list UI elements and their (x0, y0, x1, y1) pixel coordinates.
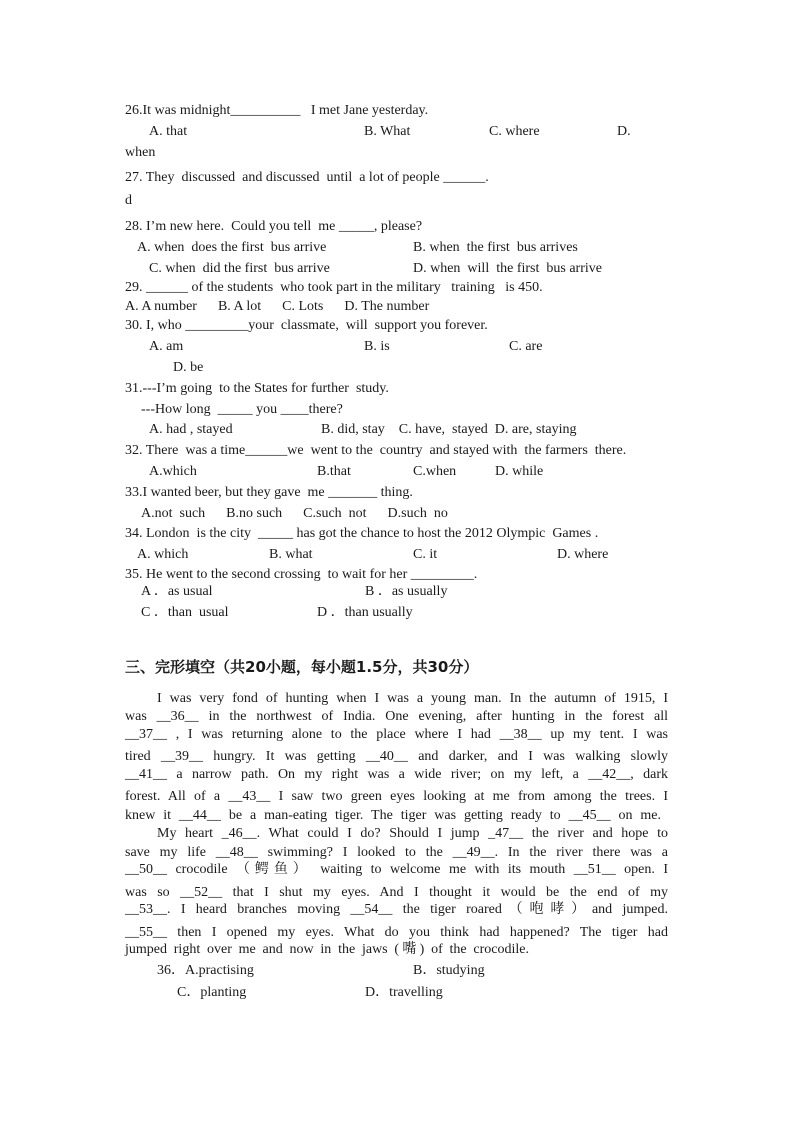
question-line: D. be (173, 360, 204, 375)
question-line: B. What (364, 124, 411, 139)
option-line: D．travelling (365, 985, 443, 1000)
question-line: B. when the first bus arrives (413, 240, 578, 255)
question-line: A. am (149, 339, 184, 354)
question-line: D. when will the first bus arrive (413, 261, 602, 276)
passage-line: was so __52__ that I shut my eyes. And I thought it would be the end of my (125, 885, 668, 900)
question-line: ---How long _____ you ____there? (141, 402, 343, 417)
option-line: B．studying (413, 963, 485, 978)
question-line: 32. There was a time______we went to the country and stayed with the farmers there. (125, 443, 627, 458)
passage-line: knew it __44__ be a man-eating tiger. The tiger was getting ready to __45__ on me. (125, 808, 661, 823)
question-line: B.that (317, 464, 351, 479)
passage-line: __50__ crocodile （鳄鱼） waiting to welcome me with its mouth __51__ open. I (125, 862, 668, 877)
passage-line: tired __39__ hungry. It was getting __40__ and darker, and I was walking slowly (125, 749, 668, 764)
question-line: A. that (149, 124, 188, 139)
question-line: A. had , stayed (149, 422, 233, 437)
question-line: B. what (269, 547, 313, 562)
option-line: 36．A.practising (157, 963, 254, 978)
question-line: 27. They discussed and discussed until a lot of people ______. (125, 170, 489, 185)
question-line: C. when did the first bus arrive (149, 261, 330, 276)
question-line: B. is (364, 339, 390, 354)
question-line: A. which (137, 547, 189, 562)
question-line: 33.I wanted beer, but they gave me _______ thing. (125, 485, 413, 500)
question-line: C. are (509, 339, 543, 354)
passage-line: was __36__ in the northwest of India. One evening, after hunting in the forest all (125, 709, 668, 724)
passage-line: __37__ , I was returning alone to the place where I had __38__ up my tent. I was (125, 727, 668, 742)
question-line: A. when does the first bus arrive (137, 240, 327, 255)
passage-line: __53__. I heard branches moving __54__ the tiger roared（咆哮）and jumped. (125, 902, 668, 917)
passage-line: __55__ then I opened my eyes. What do you think had happened? The tiger had (125, 925, 668, 940)
question-line: 31.---I’m going to the States for further study. (125, 381, 389, 396)
question-line: 30. I, who _________your classmate, will support you forever. (125, 318, 488, 333)
question-line: A.not such B.no such C.such not D.such no (141, 506, 448, 521)
question-line: B ．as usually (365, 584, 448, 599)
question-line: A ．as usual (141, 584, 213, 599)
question-line: A. A number B. A lot C. Lots D. The number (125, 299, 430, 314)
question-line: D. (617, 124, 631, 139)
passage-line: forest. All of a __43__ I saw two green eyes looking at me from among the trees. I (125, 789, 668, 804)
question-line: when (125, 145, 156, 160)
question-line: 28. I’m new here. Could you tell me _____, please? (125, 219, 423, 234)
question-line: 26.It was midnight__________ I met Jane yesterday. (125, 103, 429, 118)
question-line: D. while (495, 464, 544, 479)
question-line: B. did, stay C. have, stayed D. are, staying (321, 422, 577, 437)
passage-line: jumped right over me and now in the jaws (嘴) of the crocodile. (125, 942, 529, 957)
passage-line: My heart _46__. What could I do? Should I jump _47__ the river and hope to (157, 826, 668, 841)
question-line: C. it (413, 547, 438, 562)
question-line: 35. He went to the second crossing to wait for her _________. (125, 567, 478, 582)
question-line: D. where (557, 547, 609, 562)
question-line: C.when (413, 464, 457, 479)
option-line: C．planting (177, 985, 247, 1000)
passage-line: __41__ a narrow path. On my right was a wide river; on my left, a __42__, dark (125, 767, 668, 782)
question-line: 29. ______ of the students who took part in the military training is 450. (125, 280, 543, 295)
question-line: C. where (489, 124, 540, 139)
question-line: 34. London is the city _____ has got the chance to host the 2012 Olympic Games . (125, 526, 599, 541)
passage-line: I was very fond of hunting when I was a young man. In the autumn of 1915, I (157, 691, 668, 706)
passage-line: save my life __48__ swimming? I looked to the __49__. In the river there was a (125, 845, 668, 860)
question-line: d (125, 193, 132, 208)
question-line: A.which (149, 464, 197, 479)
question-line: D ．than usually (317, 605, 413, 620)
section-heading: 三、完形填空（共20小题，每小题1.5分，共30分） (125, 658, 479, 676)
question-line: C ．than usual (141, 605, 229, 620)
